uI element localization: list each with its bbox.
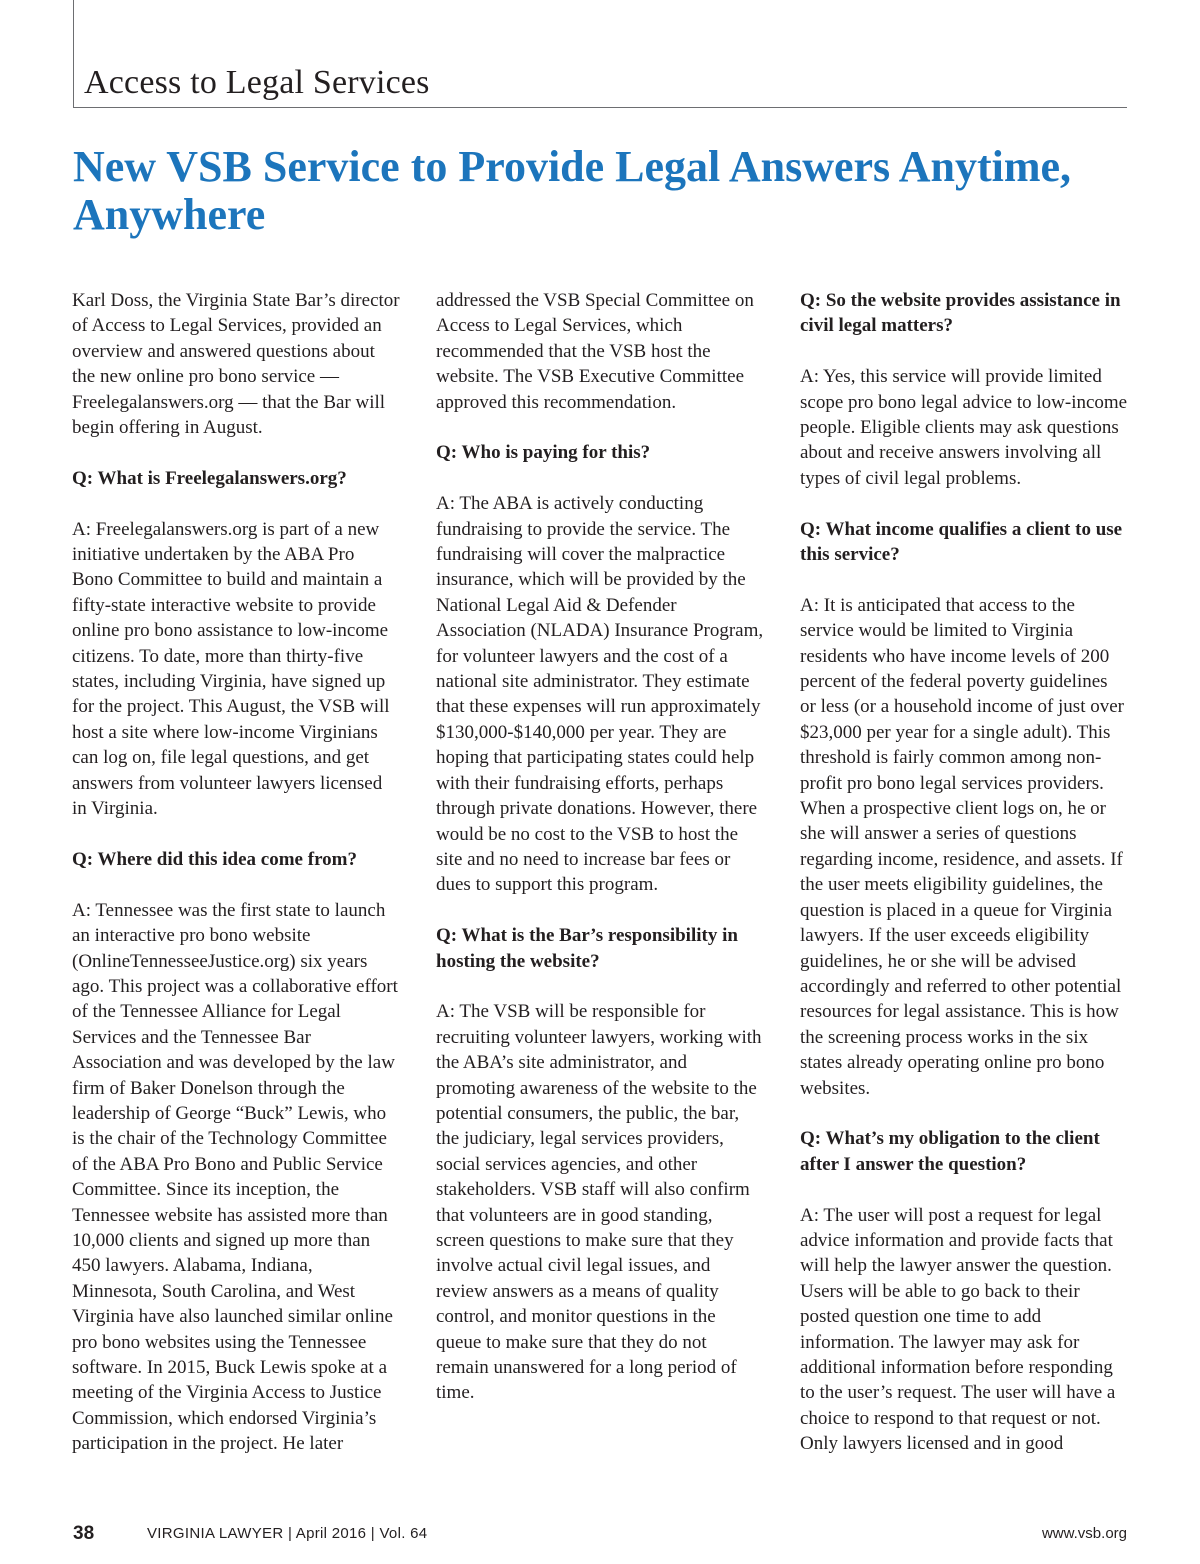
answer-paragraph: A: Freelegalanswers.org is part of a new initiative undertaken by the ABA Pro Bono Committee to build and maintain a fifty-state interactive website to provide online pro bono assistance to low-income citizens. To date, more than thirty-five states, including Virginia, have signed up for the project. This August, the VSB will host a site where low-income Virginians can log on, file legal questions, and get answers from volunteer lawyers licensed in Virginia. — [72, 518, 390, 820]
question-heading: Q: So the website provides assistance in civil legal matters? — [800, 290, 1121, 337]
website-url: www.vsb.org — [1041, 1525, 1127, 1542]
section-label: Access to Legal Services — [84, 64, 430, 101]
answer-paragraph: A: Tennessee was the first state to launch an interactive pro bono website (OnlineTennesseeJustice.org) six years ago. This project was a collaborative effort of the Tennessee Alliance for Legal Services and the Tennessee Bar Association and was developed by the law firm of Baker Donelson through the leadership of George “Buck” Lewis, who is the chair of the Technology Committee of the ABA Pro Bono and Public Service Committee. Since its inception, the Tennessee website has assisted more than 10,000 clients and signed up more than 450 lawyers. Alabama, Indiana, Minnesota, South Carolina, and West Virginia have also launched similar online pro bono websites using the Tennessee software. In 2015, Buck Lewis spoke at a meeting of the Virginia Access to Justice Commission, which endorsed Virginia’s participation in the project. He later — [72, 899, 398, 1455]
answer-paragraph: A: The user will post a request for legal advice information and provide facts that will help the lawyer answer the question. Users will be able to go back to their posted question one time to add information. The lawyer may ask for additional information before responding to the user’s request. The user will have a choice to respond to that request or not. Only lawyers licensed and in good — [800, 1204, 1116, 1455]
question-heading: Q: What income qualifies a client to use this service? — [800, 518, 1123, 566]
section-divider-vertical — [73, 0, 74, 108]
page-number: 38 — [73, 1523, 95, 1544]
question-heading: Q: Who is paying for this? — [436, 442, 651, 464]
answer-paragraph: addressed the VSB Special Committee on Access to Legal Services, which recommended that the VSB host the website. The VSB Executive Committee approved this recommendation. — [436, 290, 754, 413]
page-footer — [73, 1523, 1127, 1547]
article-column-1 — [72, 288, 400, 1482]
question-heading: Q: What’s my obligation to the client after I answer the question? — [800, 1128, 1100, 1175]
answer-paragraph: A: The VSB will be responsible for recruiting volunteer lawyers, working with the ABA’s site administrator, and promoting awareness of the website to the potential consumers, the public, the bar, the judiciary, legal services providers, social services agencies, and other stakeholders. VSB staff will also confirm that volunteers are in good standing, screen questions to make sure that they involve actual civil legal issues, and review answers as a means of quality control, and monitor questions in the queue to make sure that they do not remain unanswered for a long period of time. — [436, 1001, 762, 1404]
article-column-2 — [436, 288, 764, 1431]
answer-paragraph: Karl Doss, the Virginia State Bar’s director of Access to Legal Services, provided an overview and answered questions about the new online pro bono service — Freelegalanswers.org — that the Bar will begin offering in August. — [72, 290, 400, 439]
answer-paragraph: A: The ABA is actively conducting fundraising to provide the service. The fundraising will cover the malpractice insurance, which will be provided by the National Legal Aid & Defender Association (NLADA) Insurance Program, for volunteer lawyers and the cost of a national site administrator. They estimate that these expenses will run approximately $130,000-$140,000 per year. They are hoping that participating states could help with their fundraising efforts, perhaps through private donations. However, there would be no cost to the VSB to host the site and no need to increase bar fees or dues to support this program. — [436, 493, 764, 896]
question-heading: Q: What is Freelegalanswers.org? — [72, 467, 347, 489]
section-divider-horizontal — [73, 107, 1127, 108]
article-column-3 — [800, 288, 1128, 1482]
article-headline: New VSB Service to Provide Legal Answers Anytime, Anywhere — [73, 142, 1072, 239]
answer-paragraph: A: It is anticipated that access to the service would be limited to Virginia residents who have income levels of 200 percent of the federal poverty guidelines or less (or a household income of just over $23,000 per year for a single adult). This threshold is fairly common among non-profit pro bono legal services providers. When a prospective client logs on, he or she will answer a series of questions regarding income, residence, and assets. If the user meets eligibility guidelines, the question is placed in a queue for Virginia lawyers. If the user exceeds eligibility guidelines, he or she will be advised accordingly and referred to other potential resources for legal assistance. This is how the screening process works in the six states already operating online pro bono websites. — [800, 594, 1124, 1099]
question-heading: Q: Where did this idea come from? — [72, 848, 357, 870]
answer-paragraph: A: Yes, this service will provide limited scope pro bono legal advice to low-income people. Eligible clients may ask questions about and receive answers involving all types of civil legal problems. — [800, 366, 1128, 489]
publication-info: VIRGINIA LAWYER | April 2016 | Vol. 64 — [147, 1525, 428, 1542]
question-heading: Q: What is the Bar’s responsibility in hosting the website? — [436, 925, 738, 972]
